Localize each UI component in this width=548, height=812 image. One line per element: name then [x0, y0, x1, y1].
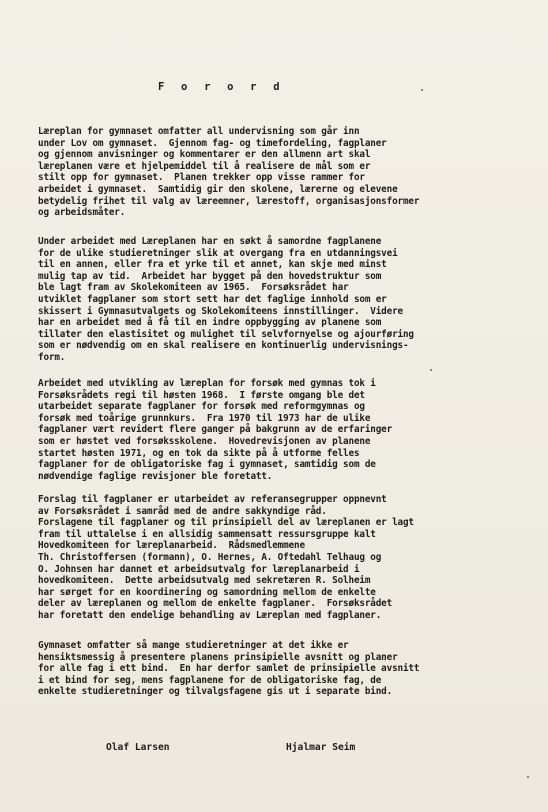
text-line: utarbeidet separate fagplaner for forsøk med reformgymnas og — [38, 401, 365, 413]
text-line: som er nødvendig om en skal realisere en kontinuerlig undervisnings- — [38, 340, 409, 352]
text-line: har sørget for en koordinering og samordning mellom de enkelte — [38, 586, 376, 598]
text-line: fagplaner for de obligatoriske fag i gymnaset, samtidig som de — [38, 459, 376, 471]
text-line: stilt opp for gymnaset. Planen trekker opp visse rammer for — [38, 172, 365, 184]
text-line: Th. Christoffersen (formann), O. Hernes, A. Oftedahl Telhaug og — [38, 551, 382, 563]
text-line: skissert i Gymnasutvalgets og Skolekomiteens innstillinger. Videre — [38, 305, 403, 317]
signature-left: Olaf Larsen — [106, 742, 170, 753]
text-line: mulig tap av tid. Arbeidet har bygget på den hovedstruktur som — [38, 270, 382, 282]
text-line: har en arbeidet med å få til en indre oppbygging av planene som — [38, 317, 382, 329]
text-line: som er høstet ved forsøksskolene. Hovedrevisjonen av planene — [38, 435, 371, 447]
text-line: enkelte studieretninger og tilvalgsfagene gis ut i separate bind. — [38, 686, 393, 698]
text-line: Læreplan for gymnaset omfatter all undervisning som går inn — [38, 126, 360, 137]
text-line: hovedkomiteen. Dette arbeidsutvalg med sekretæren R. Solheim — [38, 575, 371, 587]
text-line: av Forsøksrådet i samråd med de andre sakkyndige råd. — [38, 505, 327, 517]
text-line: deler av læreplanen og mellom de enkelte fagplaner. Forsøksrådet — [38, 598, 393, 610]
text-line: tillater den elastisitet og mulighet til selvfornyelse og ajourføring — [38, 328, 414, 340]
text-line: Hovedkomiteen for læreplanarbeid. Rådsmedlemmene — [38, 540, 305, 552]
paper-speck — [430, 369, 432, 371]
text-line: hensiktsmessig å presentere planens prinsipielle avsnitt og planer — [38, 651, 398, 663]
text-line: har foretatt den endelige behandling av Læreplan med fagplaner. — [38, 609, 382, 621]
text-line: Under arbeidet med Læreplanen har en søkt å samordne fagplanene — [38, 236, 382, 247]
text-line: startet høsten 1971, og en tok da sikte på å utforme felles — [38, 447, 360, 459]
text-line: fram til uttalelse i en allsidig sammensatt ressursgruppe kalt — [38, 528, 376, 540]
text-line: Forsøksrådets regi til høsten 1968. I første omgang ble det — [38, 389, 365, 401]
text-line: ble lagt fram av Skolekomiteen av 1965. Forsøksrådet har — [38, 282, 349, 294]
text-line: forsøk med toårige grunnkurs. Fra 1970 til 1973 har de ulike — [38, 412, 371, 424]
text-line: utviklet fagplaner som stort sett har det faglige innhold som er — [38, 293, 387, 305]
text-line: arbeidet i gymnaset. Samtidig gir den skolene, lærerne og elevene — [38, 183, 398, 195]
text-line: for alle fag i ett bind. En har derfor samlet de prinsipielle avsnitt — [38, 663, 420, 675]
paragraph-2 — [38, 236, 518, 364]
paper-speck — [527, 776, 529, 778]
text-line: og arbeidsmåter. — [38, 207, 126, 219]
text-line: og gjennom anvisninger og kommentarer er den allmenn art skal — [38, 149, 371, 161]
signature-right: Hjalmar Seim — [286, 742, 356, 753]
text-line: O. Johnsen har dannet et arbeidsutvalg for læreplanarbeid i — [38, 563, 360, 575]
text-line: for de ulike studieretninger slik at overgang fra en utdanningsvei — [38, 247, 398, 259]
text-line: Forslag til fagplaner er utarbeidet av referansegrupper oppnevnt — [38, 494, 387, 505]
text-line: form. — [38, 351, 66, 363]
text-line: under Lov om gymnaset. Gjennom fag- og timefordeling, fagplaner — [38, 137, 387, 149]
text-line: nødvendige faglige revisjoner ble foretatt. — [38, 470, 273, 482]
text-line: Forslagene til fagplaner og til prinsipiell del av læreplanen er lagt — [38, 517, 414, 529]
page-title: F o r o r d — [158, 81, 285, 93]
paragraph-4 — [38, 494, 518, 622]
text-line: læreplanen være et hjelpemiddel til å realisere de mål som er — [38, 160, 371, 172]
paper-speck — [421, 89, 423, 91]
text-line: betydelig frihet til valg av læreemner, lærestoff, organisasjonsformer — [38, 195, 420, 207]
text-line: Arbeidet med utvikling av læreplan for forsøk med gymnas tok i — [38, 378, 376, 389]
paragraph-1 — [38, 126, 518, 219]
text-line: i et bind for seg, mens fagplanene for de obligatoriske fag, de — [38, 674, 382, 686]
text-line: Gymnaset omfatter så mange studieretninger at det ikke er — [38, 640, 349, 651]
text-line: fagplaner vært revidert flere ganger på bakgrunn av de erfaringer — [38, 424, 393, 436]
paragraph-5 — [38, 640, 518, 698]
text-line: til en annen, eller fra et yrke til et annet, kan skje med minst — [38, 259, 387, 271]
paragraph-3 — [38, 378, 518, 482]
